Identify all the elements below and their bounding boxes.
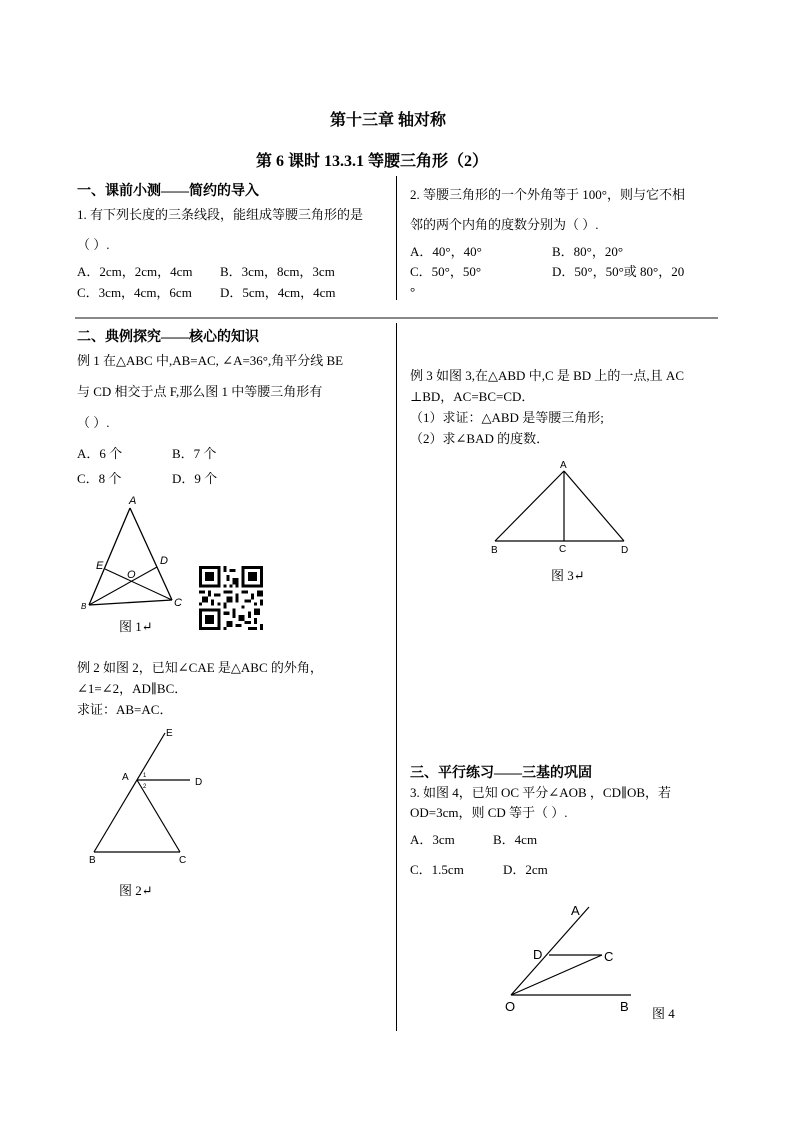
q3-option-b: B．4cm bbox=[493, 832, 538, 847]
fig1-label-b: B bbox=[81, 602, 87, 611]
fig1-label-d: D bbox=[160, 555, 168, 567]
lesson-title: 第 6 课时 13.3.1 等腰三角形（2） bbox=[256, 153, 489, 170]
section-1-title: 一、课前小测——简约的导入 bbox=[77, 184, 259, 199]
ex1-text-line2: 与 CD 相交于点 F,那么图 1 中等腰三角形有 bbox=[77, 384, 323, 399]
fig4-label-d: D bbox=[533, 947, 543, 962]
q2-option-d: D．50°，50°或 80°，20 bbox=[552, 264, 685, 279]
q1-blank: （ ）. bbox=[77, 237, 110, 252]
fig1-label-o: O bbox=[127, 569, 136, 581]
ex3-part2: （2）求∠BAD 的度数． bbox=[410, 431, 550, 446]
fig4-label-o: O bbox=[505, 999, 516, 1014]
ex2-text-line1: 例 2 如图 2，已知∠CAE 是△ABC 的外角， bbox=[77, 660, 323, 675]
ex2-text-line2: ∠1=∠2，AD∥BC． bbox=[77, 681, 188, 696]
q3-text-line1: 3. 如图 4，已知 OC 平分∠AOB ，CD∥OB，若 bbox=[410, 785, 672, 800]
q2-text-line1: 2. 等腰三角形的一个外角等于 100°，则与它不相 bbox=[410, 187, 685, 202]
figure-1 bbox=[80, 492, 200, 617]
fig3-label-b: B bbox=[491, 545, 498, 556]
section-3-title: 三、平行练习——三基的巩固 bbox=[410, 766, 592, 781]
q2-text-line2: 邻的两个内角的度数分别为（ ）. bbox=[410, 217, 599, 232]
ex3-text-line2: ⊥BD，AC=BC=CD． bbox=[410, 389, 535, 404]
q1-option-d: D．5cm，4cm，4cm bbox=[220, 285, 336, 300]
figure-4-caption: 图 4 bbox=[652, 1006, 675, 1021]
fig2-label-2: 2 bbox=[143, 784, 147, 790]
figure-2 bbox=[86, 725, 216, 870]
ex1-option-a: A．6 个 bbox=[77, 446, 123, 461]
q1-option-a: A．2cm，2cm，4cm bbox=[77, 264, 193, 279]
q2-option-a: A．40°，40° bbox=[410, 244, 482, 259]
q2-option-d-cont: ° bbox=[410, 284, 416, 299]
fig4-label-b: B bbox=[620, 999, 629, 1014]
section-divider bbox=[75, 317, 718, 319]
fig2-label-a: A bbox=[122, 772, 129, 783]
figure-1-caption: 图 1↵ bbox=[119, 619, 153, 634]
qr-code bbox=[198, 566, 264, 630]
q1-text: 1. 有下列长度的三条线段，能组成等腰三角形的是 bbox=[77, 207, 364, 222]
ex1-option-d: D．9 个 bbox=[172, 471, 218, 486]
fig4-label-a: A bbox=[571, 903, 580, 918]
fig3-label-a: A bbox=[560, 460, 567, 471]
q1-option-b: B．3cm，8cm，3cm bbox=[220, 264, 335, 279]
q3-option-a: A．3cm bbox=[410, 832, 455, 847]
chapter-title: 第十三章 轴对称 bbox=[330, 112, 447, 129]
fig2-label-1: 1 bbox=[143, 773, 147, 779]
column-divider-top bbox=[396, 176, 397, 300]
column-divider-bottom bbox=[396, 323, 397, 1031]
ex1-option-b: B．7 个 bbox=[172, 446, 217, 461]
figure-4 bbox=[496, 898, 646, 1018]
fig2-label-c: C bbox=[179, 855, 187, 866]
figure-3 bbox=[486, 455, 636, 560]
q3-option-d: D．2cm bbox=[503, 862, 548, 877]
fig2-label-b: B bbox=[89, 855, 96, 866]
q3-option-c: C．1.5cm bbox=[410, 862, 464, 877]
fig2-label-d: D bbox=[195, 777, 203, 788]
fig3-label-c: C bbox=[559, 544, 567, 555]
ex3-text-line1: 例 3 如图 3,在△ABD 中,C 是 BD 上的一点,且 AC bbox=[410, 368, 684, 383]
fig1-label-c: C bbox=[174, 597, 182, 609]
ex1-blank: （ ）. bbox=[77, 415, 110, 430]
q3-text-line2: OD=3cm，则 CD 等于（ ）. bbox=[410, 805, 568, 820]
figure-2-caption: 图 2↵ bbox=[119, 883, 153, 898]
fig3-label-d: D bbox=[621, 545, 629, 556]
fig2-label-e: E bbox=[166, 728, 173, 739]
q2-option-b: B．80°，20° bbox=[552, 244, 624, 259]
fig1-label-e: E bbox=[96, 560, 104, 572]
ex1-text-line1: 例 1 在△ABC 中,AB=AC, ∠A=36°,角平分线 BE bbox=[77, 353, 344, 368]
ex3-part1: （1）求证：△ABD 是等腰三角形; bbox=[410, 410, 604, 425]
ex1-option-c: C．8 个 bbox=[77, 471, 122, 486]
figure-3-caption: 图 3↵ bbox=[551, 568, 585, 583]
ex2-text-line3: 求证：AB=AC． bbox=[77, 702, 173, 717]
fig4-label-c: C bbox=[604, 949, 614, 964]
section-2-title: 二、典例探究——核心的知识 bbox=[77, 330, 259, 345]
q1-option-c: C．3cm，4cm，6cm bbox=[77, 285, 192, 300]
fig1-label-a: A bbox=[129, 495, 137, 507]
q2-option-c: C．50°，50° bbox=[410, 264, 482, 279]
